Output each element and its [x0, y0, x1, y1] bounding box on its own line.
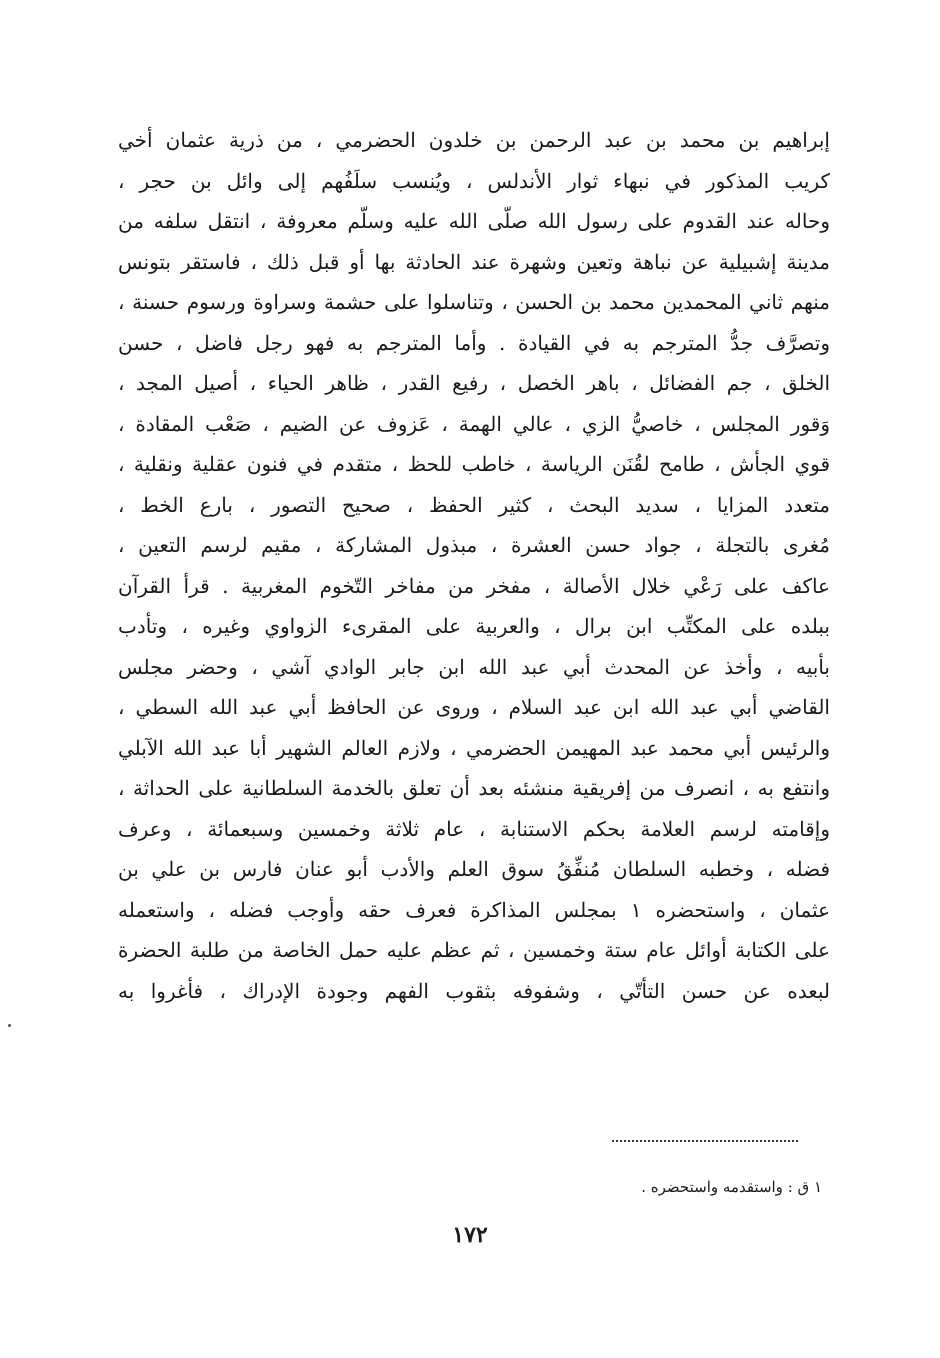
text-line: القاضي أبي عبد الله ابن عبد السلام ، وروى عن الحافظ أبي عبد الله السطي ، [118, 695, 830, 719]
text-line: متعدد المزايا ، سديد البحث ، كثير الحفظ ، صحيح التصور ، بارع الخط ، [118, 492, 830, 517]
text-line: وانتفع به ، انصرف من إفريقية منشئه بعد أن تعلق بالخدمة السلطانية على الحداثة ، [118, 776, 830, 800]
text-line: وتصرَّف جدُّ المترجم به في القيادة . وأما المترجم به فهو رجل فاضل ، حسن [118, 330, 830, 355]
text-line: كريب المذكور في نبهاء ثوار الأندلس ، ويُنسب سلَفُهم إلى وائل بن حجر ، [118, 168, 830, 193]
text-line: إبراهيم بن محمد بن عبد الرحمن بن خلدون الحضرمي ، من ذرية عثمان أخي [118, 128, 830, 152]
text-line: عاكف على رَعْي خلال الأصالة ، مفخر من مفاخر التّخوم المغربية . قرأ القرآن [118, 573, 830, 598]
margin-speck [8, 1024, 11, 1027]
text-line: والرئيس أبي محمد عبد المهيمن الحضرمي ، ولازم العالم الشهير أبا عبد الله الآبلي [118, 735, 830, 760]
text-line: مدينة إشبيلية عن نباهة وتعين وشهرة عند الحادثة بها أو قبل ذلك ، فاستقر بتونس [118, 249, 830, 274]
text-line: منهم ثاني المحمدين محمد بن الحسن ، وتناسلوا على حشمة وسراوة ورسوم حسنة ، [118, 290, 830, 314]
text-line: فضله ، وخطبه السلطان مُنفِّقُ سوق العلم والأدب أبو عنان فارس بن علي بن [118, 857, 830, 881]
text-line: بأبيه ، وأخذ عن المحدث أبي عبد الله ابن جابر الوادي آشي ، وحضر مجلس [118, 654, 830, 679]
text-line: وإقامته لرسم العلامة بحكم الاستنابة ، عام ثلاثة وخمسين وسبعمائة ، وعرف [118, 816, 830, 841]
text-line: ببلده على المكتِّب ابن برال ، والعربية على المقرىء الزواوي وغيره ، وتأدب [118, 614, 830, 638]
text-line: الخلق ، جم الفضائل ، باهر الخصل ، رفيع القدر ، ظاهر الحياء ، أصيل المجد ، [118, 371, 830, 395]
text-line: عثمان ، واستحضره ١ بمجلس المذاكرة فعرف حقه وأوجب فضله ، واستعمله [118, 897, 830, 922]
text-line: لبعده عن حسن التأتّي ، وشفوفه بثقوب الفهم وجودة الإدراك ، فأغروا به [118, 978, 830, 1003]
text-line: مُغرى بالتجلة ، جواد حسن العشرة ، مبذول المشاركة ، مقيم لرسم التعين ، [118, 533, 830, 557]
footnote-separator [612, 1140, 798, 1142]
text-line: قوي الجأش ، طامح لقُنَن الرياسة ، خاطب للحظ ، متقدم في فنون عقلية ونقلية ، [118, 452, 830, 476]
text-line: وحاله عند القدوم على رسول الله صلّى الله عليه وسلّم معروفة ، انتقل سلفه من [118, 209, 830, 233]
page-number: ١٧٢ [452, 1222, 488, 1248]
text-line: وَقور المجلس ، خاصيُّ الزي ، عالي الهمة ، عَزوف عن الضيم ، صَعْب المقادة ، [118, 411, 830, 436]
main-text-block [118, 120, 830, 1011]
footnote: ١ ق : واستقدمه واستحضره . [641, 1178, 822, 1196]
text-line: على الكتابة أوائل عام ستة وخمسين ، ثم عظم عليه حمل الخاصة من طلبة الحضرة [118, 938, 830, 962]
